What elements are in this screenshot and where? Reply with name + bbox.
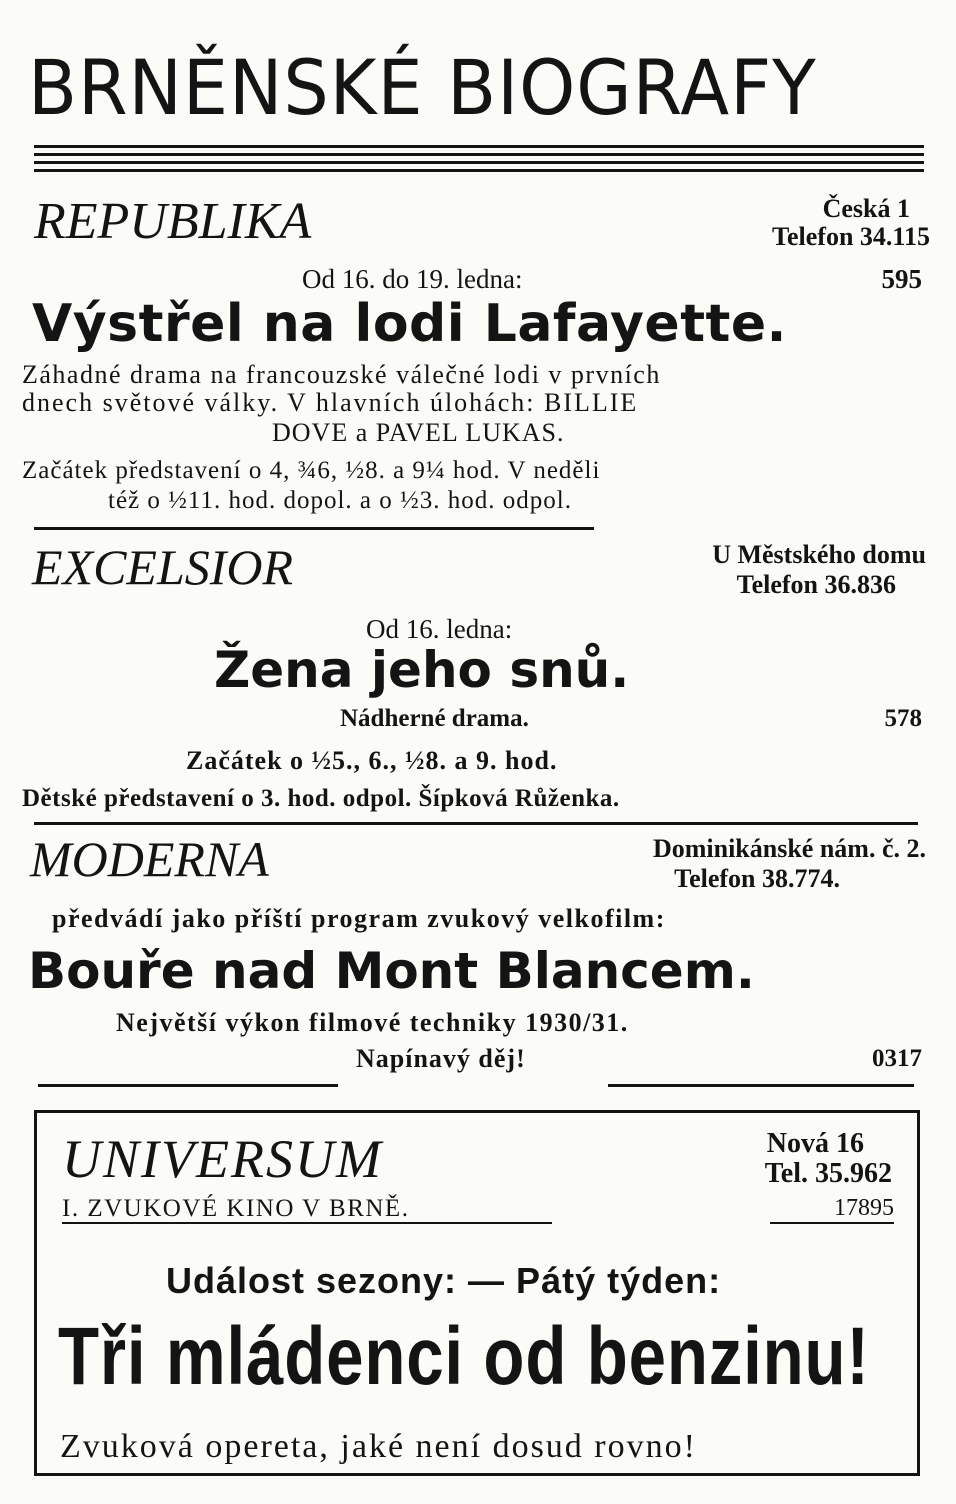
universum-description: Zvuková opereta, jaké není dosud rovno!	[60, 1428, 697, 1465]
moderna-phone: Telefon 38.774.	[674, 864, 840, 893]
separator-rule-right	[608, 1084, 914, 1087]
universum-event: Událost sezony: — Pátý týden:	[166, 1260, 722, 1301]
moderna-code: 0317	[872, 1045, 922, 1072]
universum-code: 17895	[834, 1195, 894, 1221]
excelsior-phone: Telefon 36.836	[736, 570, 896, 599]
republika-film-title: Výstřel na lodi Lafayette.	[32, 294, 787, 354]
republika-phone: Telefon 34.115	[772, 222, 930, 251]
moderna-description: Největší výkon filmové techniky 1930/31.	[116, 1008, 629, 1037]
excelsior-showtimes: Začátek o ½5., 6., ½8. a 9. hod.	[186, 746, 558, 775]
excelsior-code: 578	[884, 705, 922, 732]
republika-showtimes-line1: Začátek představení o 4, ¾6, ½8. a 9¼ hod. V neděli	[22, 457, 601, 484]
excelsior-film-title: Žena jeho snů.	[214, 641, 630, 699]
universum-phone: Tel. 35.962	[764, 1158, 892, 1189]
cinema-name-excelsior: EXCELSIOR	[32, 539, 294, 595]
republika-description-line1: Záhadné drama na francouzské válečné lodi v prvních	[22, 360, 661, 389]
page-title: BRNĚNSKÉ BIOGRAFY	[28, 43, 817, 132]
republika-dates: Od 16. do 19. ledna:	[302, 264, 523, 294]
universum-address: Nová 16	[766, 1128, 864, 1159]
universum-subtitle: I. ZVUKOVÉ KINO V BRNĚ.	[62, 1195, 410, 1222]
moderna-tagline: Napínavý děj!	[356, 1044, 526, 1073]
subtitle-underline-right	[770, 1222, 894, 1224]
separator-rule	[34, 527, 594, 530]
republika-description-line3: DOVE a PAVEL LUKAS.	[272, 418, 565, 447]
excelsior-address: U Městského domu	[712, 540, 926, 569]
cinema-name-moderna: MODERNA	[30, 831, 269, 887]
excelsior-children-show: Dětské představení o 3. hod. odpol. Šípková Růženka.	[22, 785, 620, 812]
excelsior-description: Nádherné drama.	[340, 705, 529, 732]
excelsior-dates: Od 16. ledna:	[366, 614, 513, 644]
universum-film-title: Tři mládenci od benzinu!	[58, 1311, 870, 1402]
republika-code: 595	[881, 264, 922, 294]
republika-address: Česká 1	[822, 194, 910, 223]
moderna-intro: předvádí jako příští program zvukový velkofilm:	[52, 904, 666, 933]
moderna-film-title: Bouře nad Mont Blancem.	[28, 942, 755, 1000]
subtitle-underline-left	[62, 1222, 552, 1224]
republika-showtimes-line2: též o ½11. hod. dopol. a o ½3. hod. odpol.	[108, 487, 572, 514]
cinema-name-universum: UNIVERSUM	[62, 1129, 383, 1189]
separator-rule-left	[38, 1084, 338, 1087]
separator-rule	[34, 822, 918, 825]
moderna-address: Dominikánské nám. č. 2.	[652, 834, 926, 863]
republika-description-line2: dnech světové války. V hlavních úlohách: BILLIE	[22, 388, 639, 417]
cinema-name-republika: REPUBLIKA	[34, 193, 312, 250]
